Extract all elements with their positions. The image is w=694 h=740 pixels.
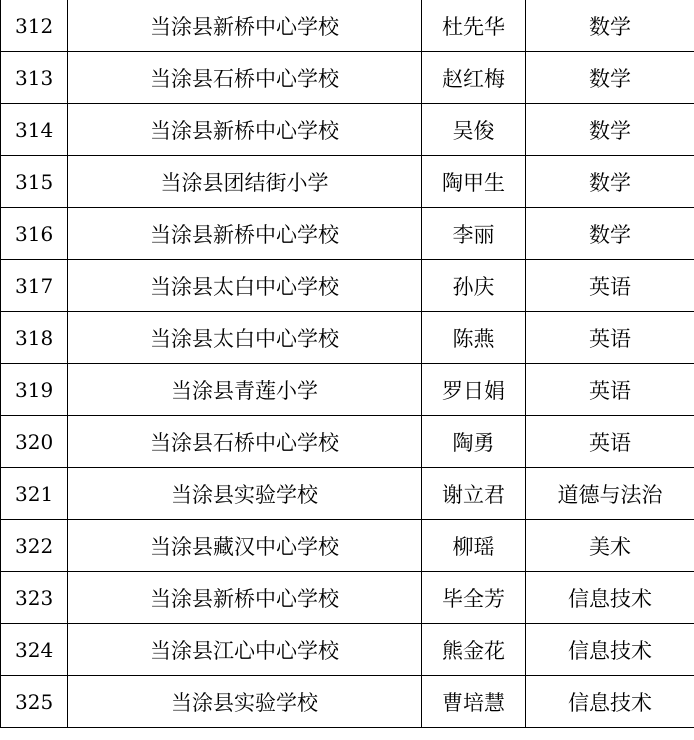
school-name-cell: 当涂县新桥中心学校 — [68, 572, 422, 624]
teacher-name-cell: 杜先华 — [422, 0, 526, 52]
school-name-cell: 当涂县石桥中心学校 — [68, 52, 422, 104]
table-row — [1, 156, 694, 208]
subject-cell: 数学 — [526, 52, 694, 104]
table-row — [1, 624, 694, 676]
table-row — [1, 52, 694, 104]
school-name-cell: 当涂县新桥中心学校 — [68, 104, 422, 156]
teacher-name-cell: 罗日娟 — [422, 364, 526, 416]
subject-cell: 信息技术 — [526, 624, 694, 676]
teacher-name-cell: 毕全芳 — [422, 572, 526, 624]
table-row — [1, 260, 694, 312]
school-name-cell: 当涂县江心中心学校 — [68, 624, 422, 676]
subject-cell: 美术 — [526, 520, 694, 572]
teacher-name-cell: 吴俊 — [422, 104, 526, 156]
roster-table-body — [1, 0, 694, 728]
teacher-name-cell: 孙庆 — [422, 260, 526, 312]
subject-cell: 英语 — [526, 260, 694, 312]
table-row — [1, 104, 694, 156]
subject-cell: 数学 — [526, 104, 694, 156]
row-number-cell: 312 — [1, 0, 68, 52]
row-number-cell: 316 — [1, 208, 68, 260]
row-number-cell: 320 — [1, 416, 68, 468]
table-row — [1, 416, 694, 468]
school-name-cell: 当涂县团结街小学 — [68, 156, 422, 208]
teacher-name-cell: 陶甲生 — [422, 156, 526, 208]
teacher-name-cell: 谢立君 — [422, 468, 526, 520]
subject-cell: 英语 — [526, 416, 694, 468]
teacher-name-cell: 陈燕 — [422, 312, 526, 364]
teacher-name-cell: 熊金花 — [422, 624, 526, 676]
table-row — [1, 676, 694, 728]
row-number-cell: 322 — [1, 520, 68, 572]
subject-cell: 道德与法治 — [526, 468, 694, 520]
row-number-cell: 318 — [1, 312, 68, 364]
school-name-cell: 当涂县新桥中心学校 — [68, 208, 422, 260]
school-name-cell: 当涂县藏汉中心学校 — [68, 520, 422, 572]
subject-cell: 英语 — [526, 364, 694, 416]
table-row — [1, 468, 694, 520]
row-number-cell: 321 — [1, 468, 68, 520]
teacher-name-cell: 赵红梅 — [422, 52, 526, 104]
row-number-cell: 319 — [1, 364, 68, 416]
table-row — [1, 0, 694, 52]
teacher-name-cell: 曹培慧 — [422, 676, 526, 728]
subject-cell: 信息技术 — [526, 572, 694, 624]
subject-cell: 信息技术 — [526, 676, 694, 728]
subject-cell: 数学 — [526, 208, 694, 260]
row-number-cell: 315 — [1, 156, 68, 208]
school-name-cell: 当涂县实验学校 — [68, 468, 422, 520]
school-name-cell: 当涂县新桥中心学校 — [68, 0, 422, 52]
school-name-cell: 当涂县实验学校 — [68, 676, 422, 728]
row-number-cell: 323 — [1, 572, 68, 624]
school-name-cell: 当涂县太白中心学校 — [68, 260, 422, 312]
row-number-cell: 325 — [1, 676, 68, 728]
teacher-name-cell: 李丽 — [422, 208, 526, 260]
table-row — [1, 312, 694, 364]
row-number-cell: 317 — [1, 260, 68, 312]
subject-cell: 数学 — [526, 156, 694, 208]
table-row — [1, 520, 694, 572]
school-name-cell: 当涂县青莲小学 — [68, 364, 422, 416]
row-number-cell: 314 — [1, 104, 68, 156]
table-row — [1, 364, 694, 416]
subject-cell: 数学 — [526, 0, 694, 52]
school-name-cell: 当涂县太白中心学校 — [68, 312, 422, 364]
teacher-name-cell: 陶勇 — [422, 416, 526, 468]
school-name-cell: 当涂县石桥中心学校 — [68, 416, 422, 468]
subject-cell: 英语 — [526, 312, 694, 364]
table-row — [1, 208, 694, 260]
teacher-name-cell: 柳瑶 — [422, 520, 526, 572]
row-number-cell: 313 — [1, 52, 68, 104]
table-row — [1, 572, 694, 624]
row-number-cell: 324 — [1, 624, 68, 676]
